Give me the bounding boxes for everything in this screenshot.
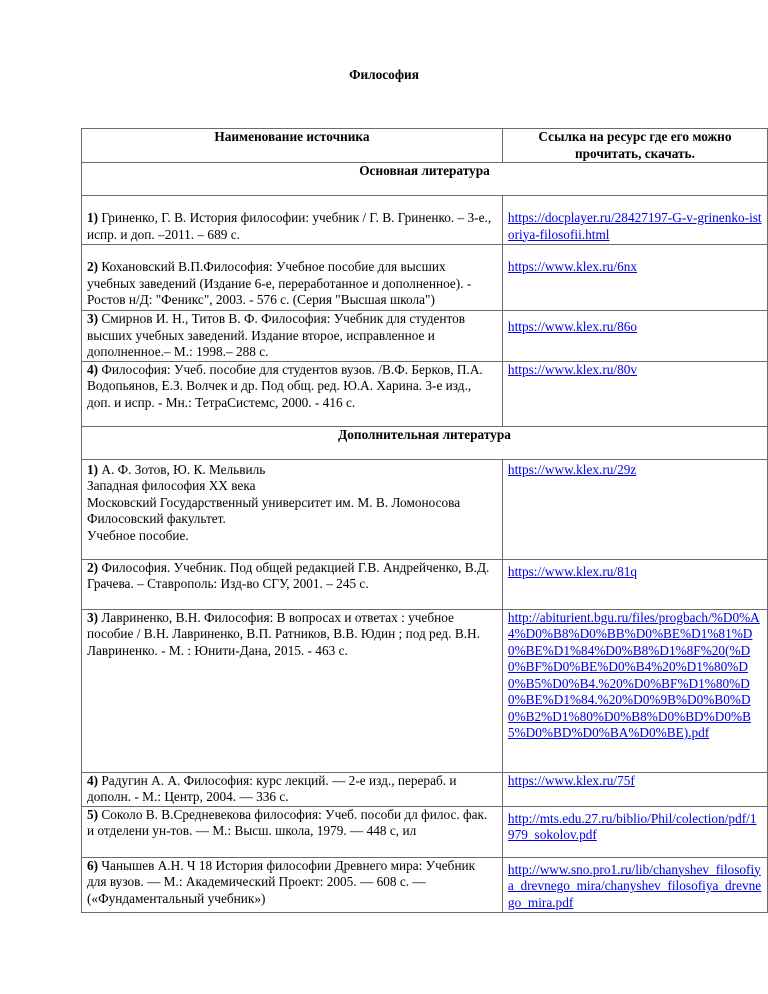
- link-cell: [502, 559, 767, 609]
- item-number: 2): [87, 259, 99, 274]
- link-cell: [502, 609, 767, 772]
- table-row: [82, 772, 768, 806]
- table-header-row: [82, 129, 768, 163]
- resource-link[interactable]: http://abiturient.bgu.ru/files/progbach/%D0%A4%D0%B8%D0%BB%D0%BE%D1%81%D0%BE%D1%84%D0%B8%D1%8F%20(%D0%BF%D0%BE%D0%B4%20%D1%80%D0%B5%D0%B4.%20%D0%BF%D1%80%D0%BE%D1%84.%20%D0%9B%D0%B0%D0%B2%D1%80%D0%B8%D0%BD%D0%B5%D0%BD%D0%BA%D0%BE).pdf: [507, 609, 760, 740]
- header-resource-link: Ссылка на ресурс где его можно прочитать, скачать.: [502, 129, 767, 163]
- source-text: Смирнов И. Н., Титов В. Ф. Философия: Учебник для студентов высших учебных заведений. Издание второе, исправленное и дополненное.– М.: 1998.– 288 с.: [87, 311, 466, 359]
- source-text-line: Учебное пособие.: [87, 527, 189, 543]
- resource-link[interactable]: https://docplayer.ru/28427197-G-v-grinenko-istoriya-filosofii.html: [507, 210, 762, 242]
- table-row: [82, 559, 768, 609]
- table-row: [82, 311, 768, 362]
- source-cell: [82, 245, 503, 311]
- source-cell: [82, 196, 503, 245]
- resource-link[interactable]: https://www.klex.ru/29z: [507, 461, 637, 477]
- resource-link[interactable]: https://www.klex.ru/86o: [507, 319, 638, 334]
- table-row: [82, 459, 768, 559]
- resource-link[interactable]: https://www.klex.ru/81q: [507, 563, 638, 579]
- item-number: 5): [87, 806, 99, 822]
- resource-link[interactable]: http://mts.edu.27.ru/biblio/Phil/colection/pdf/1979_sokolov.pdf: [507, 810, 757, 842]
- link-cell: [502, 245, 767, 311]
- source-text-line: Московский Государственный университет им. М. В. Ломоносова: [87, 494, 461, 510]
- source-cell: [82, 559, 503, 609]
- source-text: Кохановский В.П.Философия: Учебное пособие для высших учебных заведений (Издание 6-е, переработанное и дополненное). - Ростов н/Д: "Феникс", 2003. - 576 с. (Серия "Высшая школа"): [87, 259, 472, 307]
- source-text: Философия: Учеб. пособие для студентов вузов. /В.Ф. Берков, П.А. Водопьянов, Е.З. Волчек и др. Под общ. ред. Ю.А. Харина. 3-е изд., доп. и испр. - Мн.: ТетраСистемс, 2000. - 416 с.: [87, 361, 483, 410]
- link-cell: [502, 311, 767, 362]
- item-number: 4): [87, 772, 99, 788]
- link-cell: [502, 857, 767, 912]
- source-text: Соколо В. В.Средневекова философия: Учеб. пособи дл филос. фак. и отделени ун-тов. — М.: Высш. школа, 1979. — 448 с, ил: [87, 806, 488, 838]
- source-cell: [82, 459, 503, 559]
- section-row-main: [82, 163, 768, 196]
- source-text: Чанышев А.Н. Ч 18 История философии Древнего мира: Учебник для вузов. — М.: Академический Проект: 2005. — 608 с. — («Фундаментальный учебник»): [87, 857, 476, 906]
- table-row: [82, 196, 768, 245]
- source-text-line: Западная философия XX века: [87, 478, 256, 493]
- item-number: 4): [87, 361, 99, 377]
- link-cell: [502, 196, 767, 245]
- source-cell: [82, 772, 503, 806]
- source-cell: [82, 609, 503, 772]
- source-text: Лавриненко, В.Н. Философия: В вопросах и ответах : учебное пособие / В.Н. Лавриненко, В.П. Ратников, В.В. Юдин ; под ред. В.Н. Лавриненко. - М. : Юнити-Дана, 2015. - 463 с.: [87, 609, 480, 658]
- resource-link[interactable]: http://www.sno.pro1.ru/lib/chanyshev_filosofiya_drevnego_mira/chanyshev_filosofiya_drevnego_mira.pdf: [507, 861, 762, 910]
- item-number: 6): [87, 857, 99, 873]
- resource-link[interactable]: https://www.klex.ru/75f: [507, 772, 635, 788]
- sources-table: [81, 128, 768, 913]
- source-text: Философия. Учебник. Под общей редакцией Г.В. Андрейченко, В.Д. Грачева. – Ставрополь: Изд-во СГУ, 2001. – 245 с.: [87, 559, 490, 591]
- section-title: Дополнительная литература: [82, 426, 768, 459]
- table-row: [82, 857, 768, 912]
- section-title: Основная литература: [82, 163, 768, 196]
- source-cell: [82, 311, 503, 362]
- link-cell: [502, 361, 767, 426]
- item-number: 1): [87, 461, 99, 477]
- link-cell: [502, 806, 767, 857]
- document-title: Философия: [349, 67, 419, 82]
- source-cell: [82, 361, 503, 426]
- table-row: [82, 806, 768, 857]
- source-cell: [82, 857, 503, 912]
- link-cell: [502, 459, 767, 559]
- resource-link[interactable]: https://www.klex.ru/6nx: [507, 259, 638, 274]
- table-row: [82, 245, 768, 311]
- header-source-name: Наименование источника: [82, 129, 503, 163]
- item-number: 3): [87, 609, 99, 625]
- source-cell: [82, 806, 503, 857]
- item-number: 3): [87, 311, 99, 326]
- source-text: Радугин А. А. Философия: курс лекций. — 2-е изд., перераб. и дополн. - М.: Центр, 2004. — 336 с.: [87, 772, 457, 804]
- source-text: Гриненко, Г. В. История философии: учебник / Г. В. Гриненко. – 3-е., испр. и доп. –2011. – 689 с.: [87, 210, 492, 242]
- resource-link[interactable]: https://www.klex.ru/80v: [507, 361, 638, 377]
- source-text-line: Филосовский факультет.: [87, 511, 226, 526]
- item-number: 1): [87, 210, 99, 225]
- link-cell: [502, 772, 767, 806]
- table-row: [82, 361, 768, 426]
- table-row: [82, 609, 768, 772]
- section-row-additional: [82, 426, 768, 459]
- source-text-line: А. Ф. Зотов, Ю. К. Мельвиль: [98, 461, 266, 477]
- item-number: 2): [87, 559, 99, 575]
